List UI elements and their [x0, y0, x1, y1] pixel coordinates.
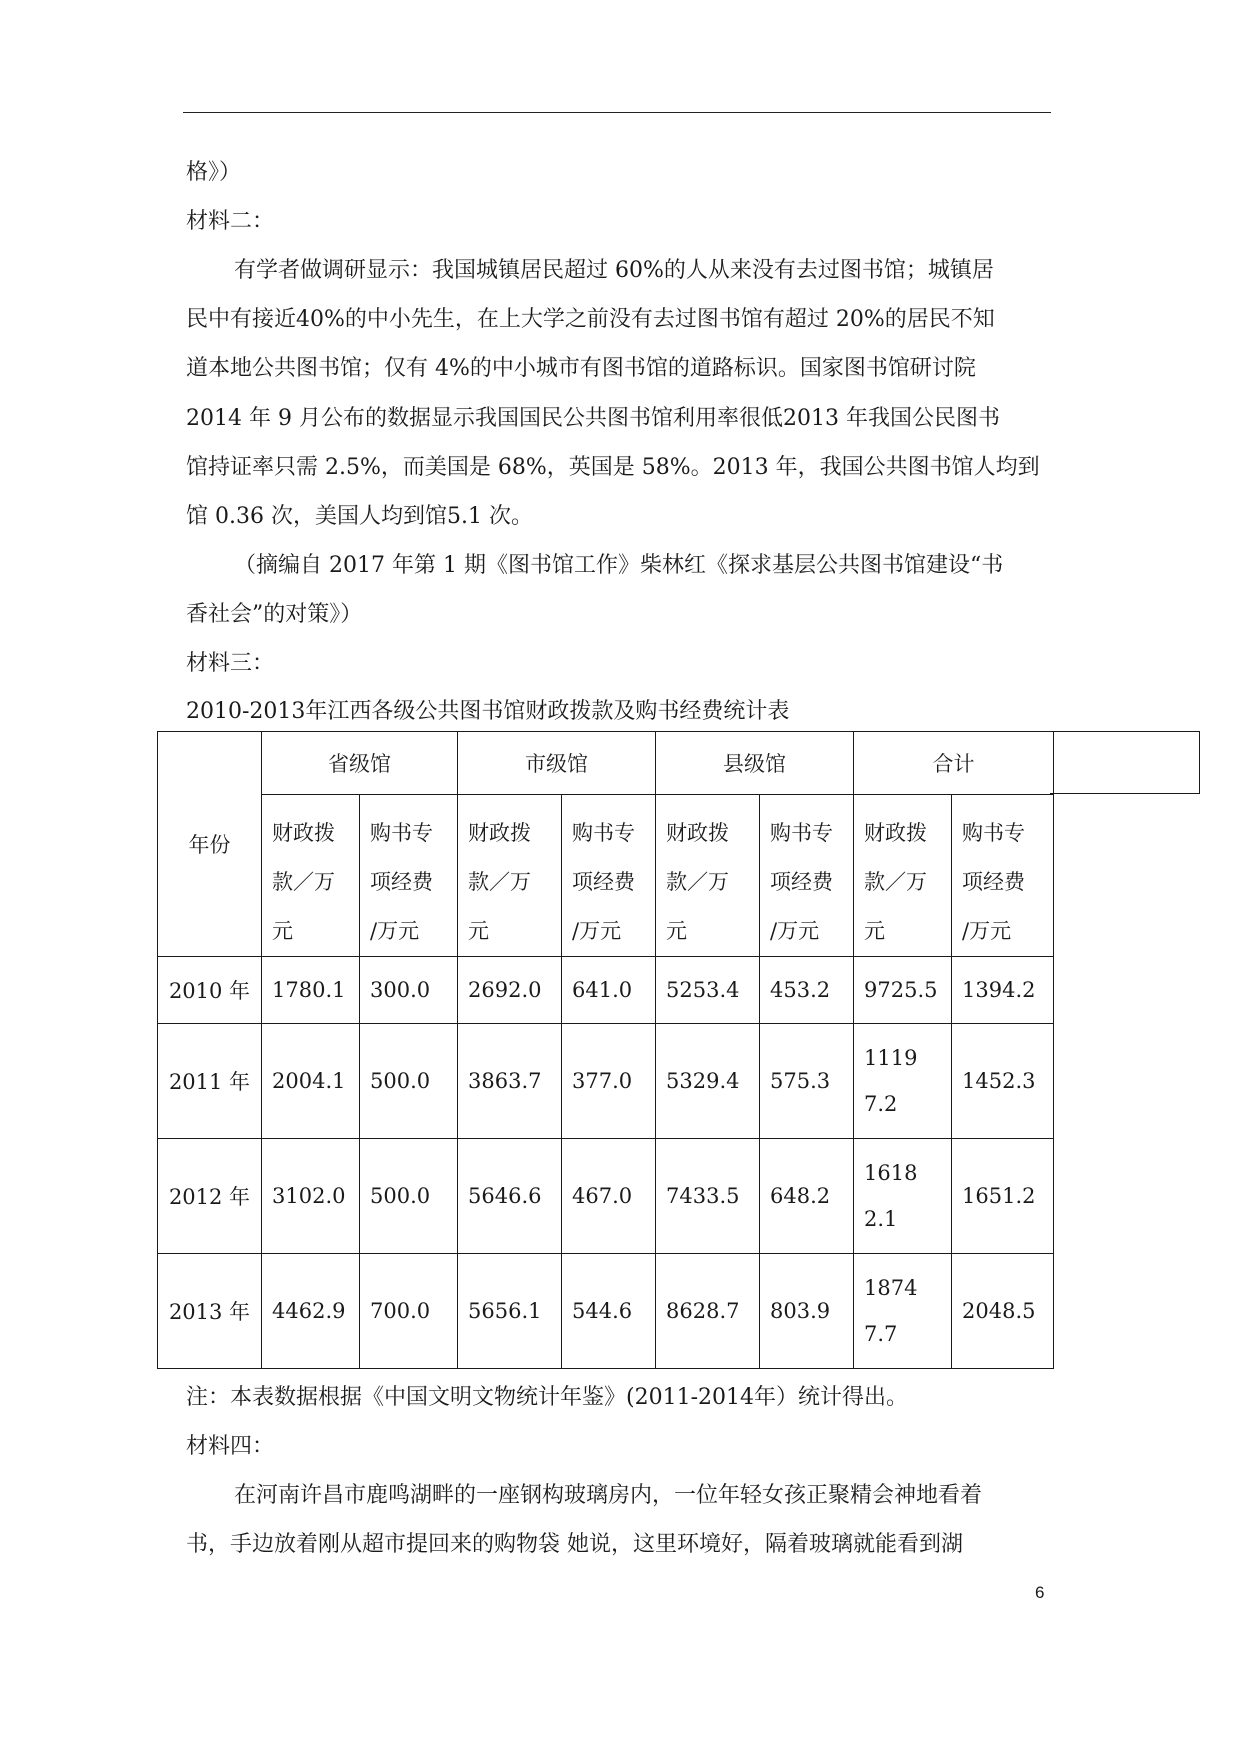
paragraph-line: 2014 年 9 月公布的数据显示我国国民公共图书馆利用率很低2013 年我国公民图书	[186, 406, 1000, 431]
book-fund-header: 购书专 项经费 /万元	[562, 795, 656, 957]
value-cell: 2048.5	[952, 1254, 1054, 1369]
year-cell: 2013 年	[158, 1254, 262, 1369]
book-fund-header: 购书专 项经费 /万元	[760, 795, 854, 957]
value-cell: 16182.1	[854, 1139, 952, 1254]
value-cell: 500.0	[360, 1139, 458, 1254]
year-cell: 2011 年	[158, 1024, 262, 1139]
value-cell: 4462.9	[262, 1254, 360, 1369]
book-fund-header: 购书专 项经费 /万元	[952, 795, 1054, 957]
value-cell: 3102.0	[262, 1139, 360, 1254]
value-cell: 648.2	[760, 1139, 854, 1254]
value-cell: 803.9	[760, 1254, 854, 1369]
table-row	[158, 957, 1054, 1024]
fund-header: 财政拨 款／万 元	[854, 795, 952, 957]
value-cell: 5329.4	[656, 1024, 760, 1139]
value-cell: 5253.4	[656, 957, 760, 1024]
fund-header: 财政拨 款／万 元	[656, 795, 760, 957]
value-cell: 2004.1	[262, 1024, 360, 1139]
group-header: 市级馆	[458, 732, 656, 795]
value-cell: 1651.2	[952, 1139, 1054, 1254]
material-4-heading: 材料四：	[186, 1434, 275, 1459]
text-line: 格》）	[186, 160, 242, 185]
value-cell: 1394.2	[952, 957, 1054, 1024]
value-cell: 300.0	[360, 957, 458, 1024]
year-header: 年份	[158, 732, 262, 957]
fund-header: 财政拨 款／万 元	[458, 795, 562, 957]
value-cell: 5656.1	[458, 1254, 562, 1369]
table-note: 注：本表数据根据《中国文明文物统计年鉴》(2011-2014年）统计得出。	[186, 1385, 908, 1410]
table-row	[158, 1024, 1054, 1139]
value-cell: 2692.0	[458, 957, 562, 1024]
value-cell: 7433.5	[656, 1139, 760, 1254]
value-cell: 700.0	[360, 1254, 458, 1369]
table-row	[158, 1254, 1054, 1369]
table-row	[158, 1139, 1054, 1254]
value-cell: 8628.7	[656, 1254, 760, 1369]
book-fund-header: 购书专 项经费 /万元	[360, 795, 458, 957]
page-number: 6	[1035, 1583, 1045, 1602]
paragraph-line: 道本地公共图书馆；仅有 4%的中小城市有图书馆的道路标识。国家图书馆研讨院	[186, 356, 976, 381]
value-cell: 500.0	[360, 1024, 458, 1139]
value-cell: 453.2	[760, 957, 854, 1024]
value-cell: 18747.7	[854, 1254, 952, 1369]
source-citation: （摘编自 2017 年第 1 期《图书馆工作》柴林红《探求基层公共图书馆建设“书	[234, 553, 1004, 578]
paragraph-line: 馆 0.36 次，美国人均到馆5.1 次。	[186, 504, 533, 529]
value-cell: 544.6	[562, 1254, 656, 1369]
value-cell: 1780.1	[262, 957, 360, 1024]
value-cell: 5646.6	[458, 1139, 562, 1254]
material-2-heading: 材料二：	[186, 209, 275, 234]
value-cell: 377.0	[562, 1024, 656, 1139]
paragraph-line: 书，手边放着刚从超市提回来的购物袋 她说，这里环境好，隔着玻璃就能看到湖	[186, 1532, 963, 1557]
material-3-heading: 材料三：	[186, 651, 275, 676]
paragraph-line: 在河南许昌市鹿鸣湖畔的一座钢构玻璃房内，一位年轻女孩正聚精会神地看着	[234, 1483, 983, 1508]
group-header: 合计	[854, 732, 1054, 795]
group-header: 省级馆	[262, 732, 458, 795]
year-cell: 2010 年	[158, 957, 262, 1024]
value-cell: 575.3	[760, 1024, 854, 1139]
statistics-table	[157, 731, 1054, 1369]
year-cell: 2012 年	[158, 1139, 262, 1254]
value-cell: 1452.3	[952, 1024, 1054, 1139]
value-cell: 641.0	[562, 957, 656, 1024]
value-cell: 11197.2	[854, 1024, 952, 1139]
header-rule	[183, 112, 1051, 113]
table-extra-cell	[1050, 731, 1200, 794]
source-citation: 香社会”的对策》）	[186, 602, 363, 627]
fund-header: 财政拨 款／万 元	[262, 795, 360, 957]
table-title: 2010-2013年江西各级公共图书馆财政拨款及购书经费统计表	[186, 699, 790, 724]
value-cell: 9725.5	[854, 957, 952, 1024]
paragraph-line: 馆持证率只需 2.5%，而美国是 68%，英国是 58%。2013 年，我国公共图书馆人均到	[186, 455, 1040, 480]
value-cell: 3863.7	[458, 1024, 562, 1139]
paragraph-line: 民中有接近40%的中小先生，在上大学之前没有去过图书馆有超过 20%的居民不知	[186, 307, 995, 332]
value-cell: 467.0	[562, 1139, 656, 1254]
group-header: 县级馆	[656, 732, 854, 795]
paragraph-line: 有学者做调研显示：我国城镇居民超过 60%的人从来没有去过图书馆；城镇居	[234, 258, 994, 283]
